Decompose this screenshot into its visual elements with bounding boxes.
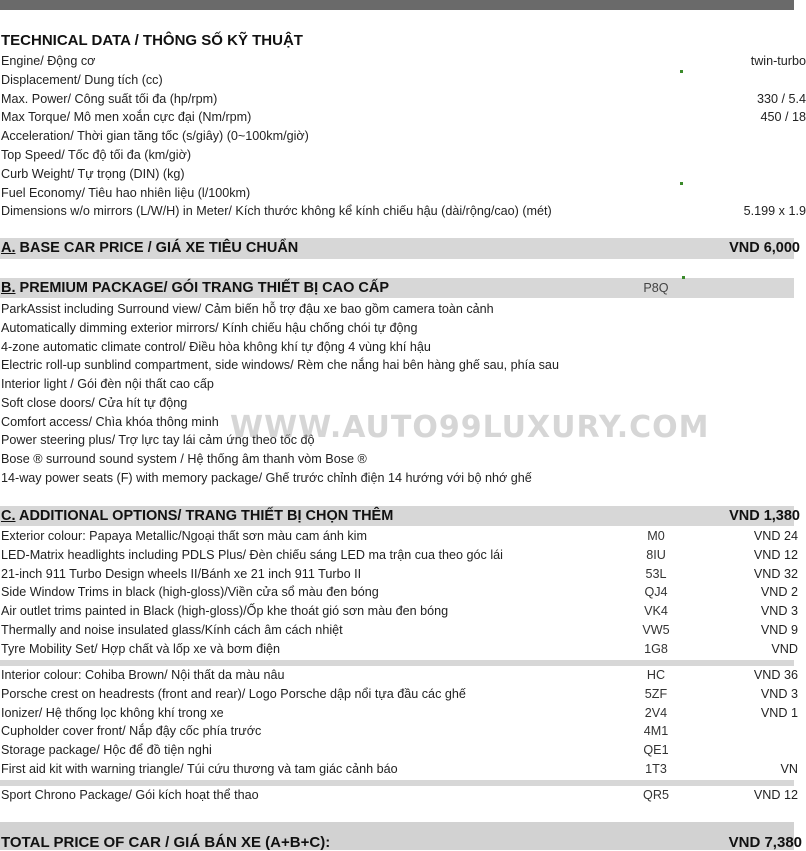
section-b-band bbox=[0, 278, 794, 298]
option-code: HC bbox=[646, 668, 666, 682]
premium-item-label: Bose ® surround sound system / Hệ thống âm thanh vòm Bose ® bbox=[1, 452, 367, 466]
section-a-letter: A. bbox=[1, 240, 16, 256]
tech-row bbox=[0, 202, 806, 221]
option-code: 5ZF bbox=[644, 687, 668, 701]
option-price: VND 2 bbox=[760, 585, 798, 599]
table-row bbox=[0, 602, 798, 621]
option-code: QR5 bbox=[643, 788, 669, 802]
option-price: VND 36 bbox=[753, 668, 798, 682]
option-label: Storage package/ Hộc để đồ tiện nghi bbox=[1, 743, 212, 757]
tech-row bbox=[0, 71, 794, 90]
mark-dot bbox=[680, 182, 683, 185]
premium-item-label: Soft close doors/ Cửa hít tự động bbox=[1, 396, 188, 410]
tech-row bbox=[0, 127, 794, 146]
tech-value: 330 / 5.4 bbox=[756, 92, 806, 106]
option-price: VND 3 bbox=[760, 604, 798, 618]
section-b-code: P8Q bbox=[643, 281, 669, 295]
section-a-title-text: BASE CAR PRICE / GIÁ XE TIÊU CHUẨN bbox=[15, 240, 299, 256]
tech-label: Displacement/ Dung tích (cc) bbox=[1, 73, 163, 87]
table-row bbox=[0, 741, 794, 760]
tech-row bbox=[0, 90, 806, 109]
tech-row bbox=[0, 108, 806, 127]
option-price: VN bbox=[780, 762, 798, 776]
section-b-title-text: PREMIUM PACKAGE/ GÓI TRANG THIẾT BỊ CAO CẤP bbox=[15, 280, 390, 296]
option-label: Ionizer/ Hệ thống lọc không khí trong xe bbox=[1, 706, 224, 720]
technical-title: TECHNICAL DATA / THÔNG SỐ KỸ THUẬT bbox=[1, 32, 303, 49]
option-price: VND 12 bbox=[753, 788, 798, 802]
table-row bbox=[0, 760, 798, 779]
option-price: VND 3 bbox=[760, 687, 798, 701]
option-code: QE1 bbox=[643, 743, 669, 757]
option-label: Thermally and noise insulated glass/Kính cách âm cách nhiệt bbox=[1, 623, 343, 637]
option-price: VND 9 bbox=[760, 623, 798, 637]
premium-item-label: 14-way power seats (F) with memory package/ Ghế trước chỉnh điện 14 hướng với bộ nhớ ghế bbox=[1, 471, 532, 485]
mark-dot bbox=[680, 70, 683, 73]
section-a-band bbox=[0, 238, 800, 259]
option-label: Porsche crest on headrests (front and rear)/ Logo Porsche dập nổi tựa đầu các ghế bbox=[1, 687, 466, 701]
premium-item-label: Comfort access/ Chìa khóa thông minh bbox=[1, 415, 219, 429]
tech-label: Max Torque/ Mô men xoắn cực đại (Nm/rpm) bbox=[1, 110, 252, 124]
table-row bbox=[0, 546, 798, 565]
option-label: Interior colour: Cohiba Brown/ Nội thất da màu nâu bbox=[1, 668, 285, 682]
premium-item-label: Interior light / Gói đèn nội thất cao cấp bbox=[1, 377, 214, 391]
technical-title-row bbox=[0, 30, 794, 52]
premium-item-label: 4-zone automatic climate control/ Điều hòa không khí tự động 4 vùng khí hậu bbox=[1, 340, 431, 354]
table-row bbox=[0, 621, 798, 640]
tech-row bbox=[0, 165, 794, 184]
section-a-title bbox=[1, 238, 298, 258]
mark-dot bbox=[682, 276, 685, 279]
option-code: VW5 bbox=[642, 623, 670, 637]
option-label: LED-Matrix headlights including PDLS Plus/ Đèn chiếu sáng LED ma trận cua theo góc lái bbox=[1, 548, 503, 562]
list-item bbox=[0, 300, 794, 319]
option-code: 53L bbox=[645, 567, 667, 581]
option-label: Cupholder cover front/ Nắp đậy cốc phía trước bbox=[1, 724, 262, 738]
option-code: 8IU bbox=[646, 548, 666, 562]
list-item bbox=[0, 356, 794, 375]
option-price: VND 12 bbox=[753, 548, 798, 562]
tech-row bbox=[0, 52, 806, 71]
option-code: QJ4 bbox=[644, 585, 668, 599]
option-label: Sport Chrono Package/ Gói kích hoạt thể thao bbox=[1, 788, 259, 802]
section-c-letter: C. bbox=[1, 508, 16, 524]
table-row bbox=[0, 786, 798, 805]
tech-value: 5.199 x 1.9 bbox=[743, 204, 806, 218]
total-label: TOTAL PRICE OF CAR / GIÁ BÁN XE (A+B+C): bbox=[1, 834, 331, 851]
tech-row bbox=[0, 184, 794, 203]
table-row bbox=[0, 685, 798, 704]
section-b-letter: B. bbox=[1, 280, 16, 296]
option-label: Tyre Mobility Set/ Hợp chất và lốp xe và bơm điện bbox=[1, 642, 281, 656]
table-row bbox=[0, 565, 798, 584]
tech-label: Engine/ Động cơ bbox=[1, 54, 96, 68]
total-band bbox=[0, 822, 802, 851]
option-label: First aid kit with warning triangle/ Túi cứu thương và tam giác cảnh báo bbox=[1, 762, 398, 776]
option-code: 4M1 bbox=[643, 724, 669, 738]
table-row bbox=[0, 583, 798, 602]
option-price: VND 24 bbox=[753, 529, 798, 543]
option-price: VND 32 bbox=[753, 567, 798, 581]
list-item bbox=[0, 319, 794, 338]
section-b-title bbox=[1, 278, 389, 298]
tech-label: Dimensions w/o mirrors (L/W/H) in Meter/ Kích thước không kể kính chiếu hậu (dài/rộng/cao) (mét) bbox=[1, 204, 552, 218]
section-c-price: VND 1,380 bbox=[729, 508, 800, 524]
list-item bbox=[0, 375, 794, 394]
premium-item-label: Automatically dimming exterior mirrors/ Kính chiếu hậu chống chói tự động bbox=[1, 321, 418, 335]
option-code: 1G8 bbox=[644, 642, 668, 656]
list-item bbox=[0, 450, 794, 469]
tech-label: Fuel Economy/ Tiêu hao nhiên liệu (l/100km) bbox=[1, 186, 251, 200]
section-a-price: VND 6,000 bbox=[729, 240, 800, 256]
tech-row bbox=[0, 146, 794, 165]
option-label: 21-inch 911 Turbo Design wheels II/Bánh xe 21 inch 911 Turbo II bbox=[1, 567, 362, 581]
premium-item-label: Power steering plus/ Trợ lực tay lái cảm ứng theo tốc độ bbox=[1, 433, 315, 447]
tech-label: Top Speed/ Tốc độ tối đa (km/giờ) bbox=[1, 148, 192, 162]
table-row bbox=[0, 527, 798, 546]
table-row bbox=[0, 722, 794, 741]
premium-item-label: ParkAssist including Surround view/ Cảm biến hỗ trợ đậu xe bao gồm camera toàn cảnh bbox=[1, 302, 494, 316]
table-row bbox=[0, 704, 798, 723]
list-item bbox=[0, 338, 794, 357]
option-label: Air outlet trims painted in Black (high-gloss)/Ốp khe thoát gió sơn màu đen bóng bbox=[1, 604, 449, 618]
top-bar bbox=[0, 0, 794, 10]
section-c-title bbox=[1, 506, 393, 526]
total-price: VND 7,380 bbox=[728, 834, 802, 851]
tech-label: Max. Power/ Công suất tối đa (hp/rpm) bbox=[1, 92, 218, 106]
table-row bbox=[0, 640, 798, 659]
tech-value: 450 / 18 bbox=[760, 110, 806, 124]
option-code: VK4 bbox=[644, 604, 668, 618]
option-code: 2V4 bbox=[644, 706, 668, 720]
option-label: Side Window Trims in black (high-gloss)/Viền cửa sổ màu đen bóng bbox=[1, 585, 379, 599]
tech-value: twin-turbo bbox=[750, 54, 806, 68]
table-row bbox=[0, 666, 798, 685]
section-c-band bbox=[0, 506, 800, 526]
option-label: Exterior colour: Papaya Metallic/Ngoại thất sơn màu cam ánh kim bbox=[1, 529, 367, 543]
option-price: VND 1 bbox=[760, 706, 798, 720]
option-price: VND bbox=[771, 642, 798, 656]
option-code: 1T3 bbox=[645, 762, 667, 776]
option-code: M0 bbox=[647, 529, 665, 543]
list-item bbox=[0, 469, 794, 488]
tech-label: Acceleration/ Thời gian tăng tốc (s/giây) (0~100km/giờ) bbox=[1, 129, 309, 143]
watermark: WWW.AUTO99LUXURY.COM bbox=[230, 410, 710, 445]
premium-item-label: Electric roll-up sunblind compartment, side windows/ Rèm che nắng hai bên hàng ghế sau, phía sau bbox=[1, 358, 559, 372]
section-c-title-text: ADDITIONAL OPTIONS/ TRANG THIẾT BỊ CHỌN THÊM bbox=[15, 508, 394, 524]
tech-label: Curb Weight/ Tự trọng (DIN) (kg) bbox=[1, 167, 185, 181]
